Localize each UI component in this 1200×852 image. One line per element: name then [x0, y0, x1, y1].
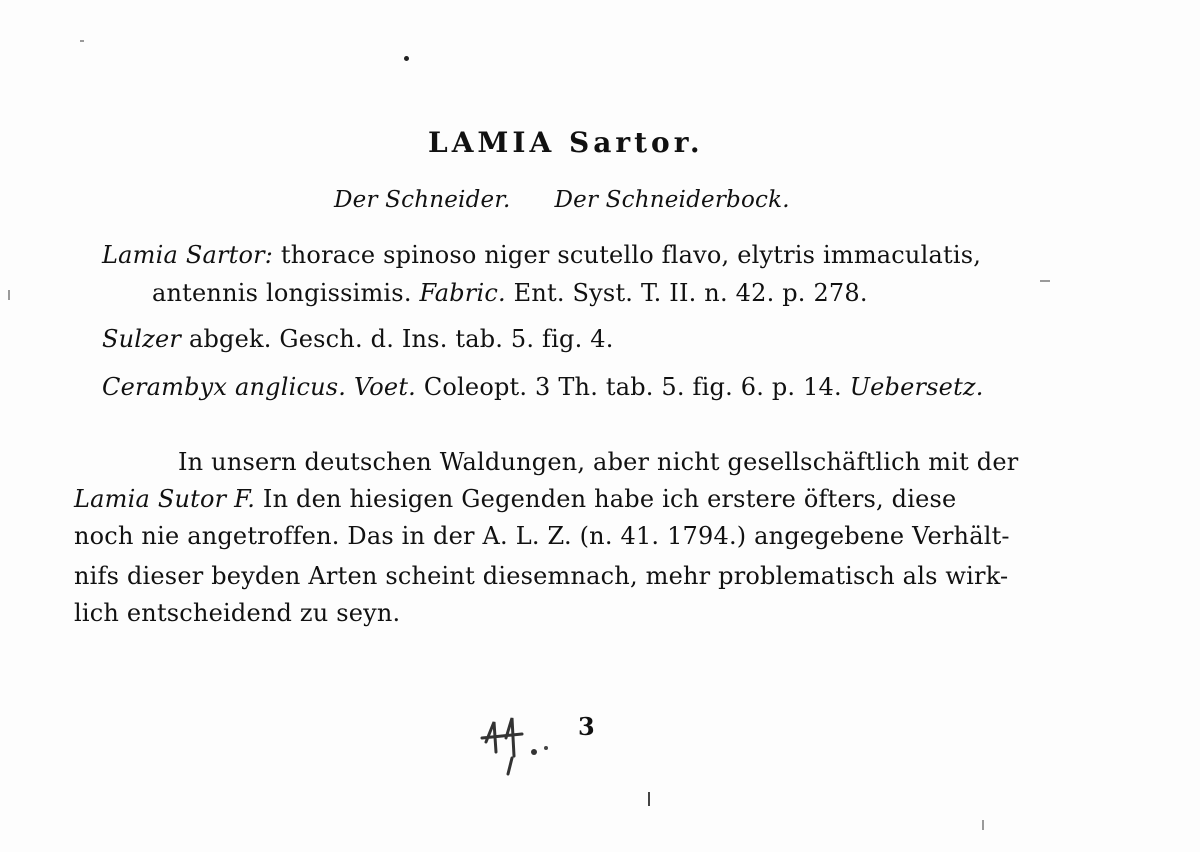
- paragraph-line-2: [74, 484, 956, 514]
- common-name-1: Der Schneider.: [334, 187, 511, 213]
- synonym-reference: abgek. Gesch. d. Ins. tab. 5. fig. 4.: [181, 325, 614, 353]
- synonymy-line-2: [152, 278, 868, 308]
- synonymy-line-1: [102, 240, 981, 270]
- page-title: LAMIA Sartor.: [428, 126, 704, 159]
- paragraph-line-5: lich entscheidend zu seyn.: [74, 599, 401, 627]
- paragraph-line-3: noch nie angetroffen. Das in der A. L. Z. (n. 41. 1794.) angegebene Verhält-: [74, 522, 1010, 550]
- synonym-text: antennis longissimis.: [152, 279, 420, 307]
- paper-speck: [1040, 280, 1050, 282]
- paper-speck: [80, 40, 84, 42]
- paper-speck: [8, 290, 10, 300]
- paragraph-line-4: nifs dieser beyden Arten scheint diesemnach, mehr problematisch als wirk-: [74, 562, 1009, 590]
- paper-speck: [982, 820, 984, 830]
- species-name: Lamia Sutor F.: [74, 485, 256, 513]
- synonym-name: Cerambyx anglicus. Voet.: [102, 373, 416, 401]
- synonym-reference: Coleopt. 3 Th. tab. 5. fig. 6. p. 14.: [416, 373, 850, 401]
- handwritten-mark: [474, 708, 544, 778]
- page-number: 3: [578, 712, 595, 741]
- paragraph-line-1: In unsern deutschen Waldungen, aber nicht gesellschäftlich mit der: [178, 448, 1019, 476]
- synonym-author: Fabric.: [419, 279, 506, 307]
- german-common-names: [334, 185, 790, 215]
- paper-speck: [404, 56, 409, 61]
- synonym-text: thorace spinoso niger scutello flavo, elytris immaculatis,: [273, 241, 982, 269]
- synonym-reference: Ent. Syst. T. II. n. 42. p. 278.: [505, 279, 868, 307]
- synonymy-line-4: [102, 372, 984, 402]
- synonymy-line-3: [102, 324, 614, 354]
- synonym-note: Uebersetz.: [849, 373, 984, 401]
- synonym-author: Sulzer: [102, 325, 182, 353]
- paper-speck: [544, 746, 548, 750]
- synonym-name: Lamia Sartor:: [102, 241, 274, 269]
- paper-speck: [648, 792, 650, 806]
- common-name-2: Der Schneiderbock.: [554, 187, 790, 213]
- paragraph-text: In den hiesigen Gegenden habe ich erstere öfters, diese: [255, 485, 957, 513]
